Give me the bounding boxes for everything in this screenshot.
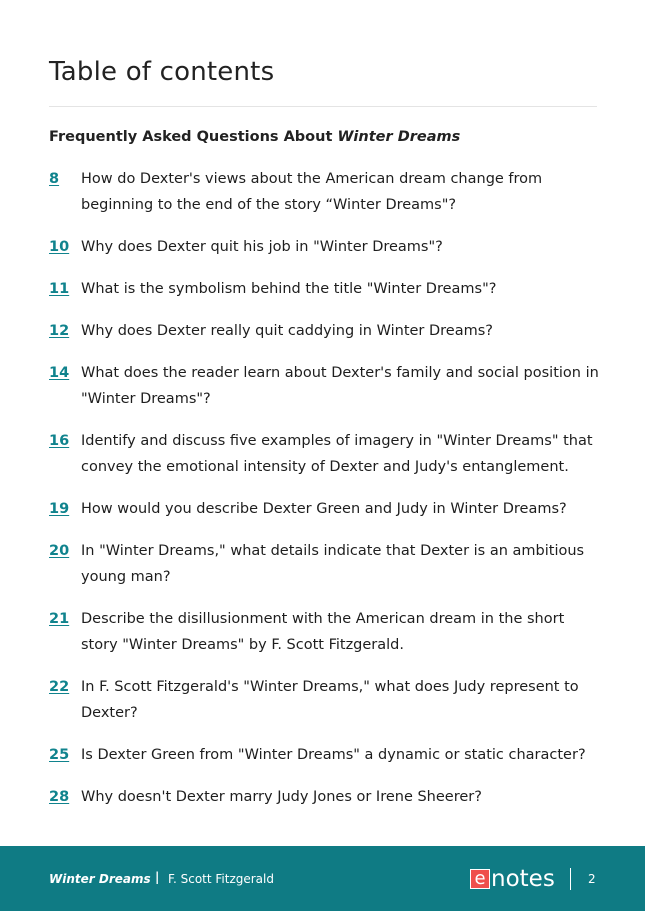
toc-item bbox=[49, 276, 599, 302]
title-divider bbox=[49, 106, 597, 107]
toc-question: Why doesn't Dexter marry Judy Jones or Irene Sheerer? bbox=[81, 789, 482, 805]
toc-page-link[interactable]: 25 bbox=[49, 747, 70, 763]
toc-item bbox=[49, 234, 599, 260]
toc-question: Describe the disillusionment with the American dream in the short story "Winter Dreams" by F. Scott Fitzgerald. bbox=[81, 611, 565, 653]
toc-item bbox=[49, 606, 599, 658]
toc-item bbox=[49, 360, 599, 412]
toc-question: Why does Dexter really quit caddying in Winter Dreams? bbox=[81, 323, 493, 339]
toc-item bbox=[49, 318, 599, 344]
section-heading-prefix: Frequently Asked Questions About bbox=[49, 129, 338, 145]
toc-question: Identify and discuss five examples of imagery in "Winter Dreams" that convey the emotional intensity of Dexter and Judy's entanglement. bbox=[81, 433, 593, 475]
footer-separator: | bbox=[155, 870, 160, 884]
toc-page-link[interactable]: 14 bbox=[49, 365, 70, 381]
toc-question: Is Dexter Green from "Winter Dreams" a dynamic or static character? bbox=[81, 747, 586, 763]
toc-question: How do Dexter's views about the American dream change from beginning to the end of the story “Winter Dreams"? bbox=[81, 171, 543, 213]
toc-question: In F. Scott Fitzgerald's "Winter Dreams," what does Judy represent to Dexter? bbox=[81, 679, 579, 721]
toc-page-link[interactable]: 20 bbox=[49, 543, 70, 559]
footer-divider bbox=[570, 868, 571, 890]
toc-page-link[interactable]: 12 bbox=[49, 323, 70, 339]
footer-author: F. Scott Fitzgerald bbox=[168, 872, 274, 886]
enotes-logo bbox=[470, 866, 555, 892]
toc-item bbox=[49, 496, 599, 522]
section-heading bbox=[49, 129, 460, 145]
toc-question: What does the reader learn about Dexter's family and social position in "Winter Dreams"? bbox=[81, 365, 599, 407]
toc-question: In "Winter Dreams," what details indicate that Dexter is an ambitious young man? bbox=[81, 543, 585, 585]
toc-page-link[interactable]: 22 bbox=[49, 679, 70, 695]
toc-item bbox=[49, 428, 599, 480]
page-footer bbox=[0, 846, 645, 911]
toc-item bbox=[49, 784, 599, 810]
logo-e-mark: e bbox=[470, 869, 490, 889]
toc-question: How would you describe Dexter Green and Judy in Winter Dreams? bbox=[81, 501, 567, 517]
toc-page-link[interactable]: 19 bbox=[49, 501, 70, 517]
toc-list bbox=[49, 166, 599, 826]
toc-page-link[interactable]: 10 bbox=[49, 239, 70, 255]
toc-question: What is the symbolism behind the title "Winter Dreams"? bbox=[81, 281, 497, 297]
toc-item bbox=[49, 538, 599, 590]
toc-page-link[interactable]: 21 bbox=[49, 611, 70, 627]
footer-page-number: 2 bbox=[588, 872, 596, 886]
toc-item bbox=[49, 166, 599, 218]
toc-page-link[interactable]: 11 bbox=[49, 281, 70, 297]
toc-question: Why does Dexter quit his job in "Winter Dreams"? bbox=[81, 239, 443, 255]
footer-book-title: Winter Dreams bbox=[49, 872, 151, 886]
toc-item bbox=[49, 742, 599, 768]
page-title: Table of contents bbox=[49, 57, 275, 87]
logo-wordmark: notes bbox=[491, 866, 555, 892]
toc-page-link[interactable]: 8 bbox=[49, 171, 60, 187]
section-heading-book-title: Winter Dreams bbox=[337, 129, 461, 145]
toc-page-link[interactable]: 28 bbox=[49, 789, 70, 805]
toc-page-link[interactable]: 16 bbox=[49, 433, 70, 449]
toc-item bbox=[49, 674, 599, 726]
